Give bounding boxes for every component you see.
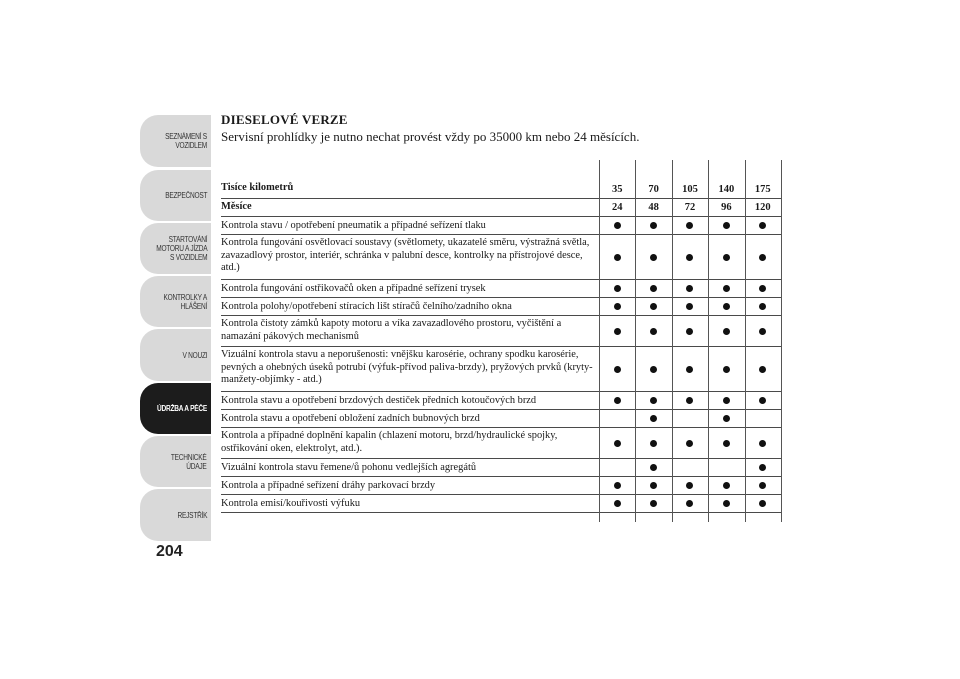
row-cell (745, 316, 781, 346)
table-row (221, 217, 781, 235)
row-cell (599, 217, 635, 234)
row-cell (635, 280, 671, 297)
check-dot-icon (686, 285, 693, 292)
row-cell (745, 392, 781, 409)
sidebar-tab-label: V NOUZI (182, 350, 207, 360)
check-dot-icon (686, 366, 693, 373)
row-label: Kontrola fungování osvětlovací soustavy (světlomety, ukazatelé směru, výstražná světla, zavazadlový prostor, interiér, schránka v palubní desce, kontrolky na přístrojové desce, atd.) (221, 237, 590, 274)
check-dot-icon (650, 464, 657, 471)
sidebar-tab-5[interactable] (140, 329, 211, 381)
table-row (221, 316, 781, 347)
row-cell (708, 428, 744, 458)
sidebar-tab-label: REJSTŘÍK (177, 510, 207, 520)
row-cell (745, 280, 781, 297)
row-label: Kontrola fungování ostřikovačů oken a případné seřízení trysek (221, 283, 486, 294)
header-km-70: 70 (648, 183, 659, 195)
sidebar-tab-3[interactable] (140, 223, 211, 274)
check-dot-icon (759, 464, 766, 471)
check-dot-icon (614, 440, 621, 447)
row-cell (635, 217, 671, 234)
row-cell (599, 428, 635, 458)
row-cell (672, 410, 708, 427)
header-months-48: 48 (648, 202, 659, 213)
row-cell (672, 316, 708, 346)
row-cell (672, 495, 708, 512)
row-cell (708, 477, 744, 494)
sidebar-tab-6[interactable] (140, 383, 211, 434)
header-km-140: 140 (718, 183, 735, 195)
header-label-months: Měsíce (221, 201, 252, 212)
table-row (221, 410, 781, 428)
row-cell (708, 280, 744, 297)
row-cell (599, 477, 635, 494)
check-dot-icon (650, 222, 657, 229)
check-dot-icon (650, 397, 657, 404)
row-cell (708, 235, 744, 279)
column-divider (781, 160, 782, 522)
table-row (221, 495, 781, 513)
row-cell (745, 459, 781, 476)
row-cell (635, 347, 671, 391)
check-dot-icon (723, 415, 730, 422)
row-cell (635, 392, 671, 409)
check-dot-icon (759, 482, 766, 489)
row-label: Kontrola stavu a opotřebení obložení zadních bubnových brzd (221, 413, 480, 424)
check-dot-icon (686, 222, 693, 229)
table-row (221, 477, 781, 495)
check-dot-icon (723, 303, 730, 310)
check-dot-icon (723, 397, 730, 404)
row-cell (745, 347, 781, 391)
row-cell (599, 410, 635, 427)
check-dot-icon (759, 366, 766, 373)
row-cell (599, 347, 635, 391)
header-label-km: Tisíce kilometrů (221, 182, 294, 193)
row-cell (672, 217, 708, 234)
check-dot-icon (650, 254, 657, 261)
column-divider (599, 160, 600, 522)
row-cell (672, 428, 708, 458)
sidebar-tab-label: BEZPEČNOST (164, 191, 207, 200)
check-dot-icon (650, 303, 657, 310)
row-cell (599, 298, 635, 315)
check-dot-icon (686, 303, 693, 310)
section-subtitle: Servisní prohlídky je nutno nechat provést vždy po 35000 km nebo 24 měsících. (221, 129, 640, 144)
check-dot-icon (759, 285, 766, 292)
table-row (221, 428, 781, 459)
service-schedule-table (221, 180, 781, 513)
sidebar-tab-4[interactable] (140, 276, 211, 327)
row-cell (708, 217, 744, 234)
row-cell (635, 410, 671, 427)
check-dot-icon (759, 254, 766, 261)
row-cell (745, 428, 781, 458)
row-label: Vizuální kontrola stavu řemene/ů pohonu vedlejších agregátů (221, 462, 477, 473)
check-dot-icon (650, 500, 657, 507)
check-dot-icon (614, 397, 621, 404)
check-dot-icon (723, 254, 730, 261)
row-cell (635, 235, 671, 279)
row-label: Kontrola polohy/opotřebení stíracích lišt stíračů čelního/zadního okna (221, 301, 512, 312)
sidebar-tab-1[interactable] (140, 115, 211, 167)
header-km-175: 175 (754, 183, 771, 195)
header-months-72: 72 (684, 202, 696, 213)
check-dot-icon (614, 222, 621, 229)
row-label: Kontrola a případné seřízení dráhy parkovací brzdy (221, 480, 436, 491)
check-dot-icon (614, 285, 621, 292)
table-row (221, 459, 781, 477)
sidebar-tab-label: KONTROLKY A HLÁŠENÍ (163, 292, 207, 311)
check-dot-icon (723, 440, 730, 447)
row-cell (708, 495, 744, 512)
column-divider (708, 160, 709, 522)
row-cell (745, 410, 781, 427)
check-dot-icon (759, 328, 766, 335)
row-cell (599, 392, 635, 409)
row-cell (745, 477, 781, 494)
row-cell (599, 280, 635, 297)
row-cell (672, 459, 708, 476)
row-cell (672, 280, 708, 297)
check-dot-icon (614, 303, 621, 310)
row-label: Kontrola stavu / opotřebení pneumatik a případné seřízení tlaku (221, 220, 486, 231)
check-dot-icon (650, 415, 657, 422)
sidebar-tab-7[interactable] (140, 436, 211, 487)
header-row-km (221, 180, 781, 199)
row-label: Kontrola čistoty zámků kapoty motoru a víka zavazadlového prostoru, vyčištění a namazání pákových mechanismů (221, 318, 562, 342)
column-divider (635, 160, 636, 522)
check-dot-icon (686, 440, 693, 447)
sidebar-tab-label: ÚDRŽBA A PÉČE (156, 404, 207, 413)
table-row (221, 392, 781, 410)
check-dot-icon (723, 328, 730, 335)
check-dot-icon (723, 285, 730, 292)
check-dot-icon (614, 482, 621, 489)
header-row-months (221, 199, 781, 217)
check-dot-icon (614, 500, 621, 507)
row-cell (708, 347, 744, 391)
page-number: 204 (156, 543, 183, 560)
row-label: Vizuální kontrola stavu a neporušenosti: vnějšku karosérie, ochrany spodku karosérie, pevných a ohebných úseků potrubí (výfuk-přívod paliva-brzdy), pryžových prvků (kryty-manžety-objímky - atd.) (221, 349, 593, 386)
header-km-35: 35 (611, 183, 623, 195)
header-months-120: 120 (754, 202, 771, 213)
row-cell (635, 298, 671, 315)
row-label: Kontrola stavu a opotřebení brzdových destiček předních kotoučových brzd (221, 395, 537, 406)
check-dot-icon (650, 285, 657, 292)
sidebar-tab-label: SEZNÁMENÍ S VOZIDLEM (165, 132, 207, 150)
row-cell (672, 298, 708, 315)
check-dot-icon (723, 500, 730, 507)
column-divider (745, 160, 746, 522)
row-cell (745, 235, 781, 279)
row-cell (745, 217, 781, 234)
row-cell (635, 477, 671, 494)
row-cell (599, 495, 635, 512)
table-row (221, 235, 781, 280)
row-cell (745, 495, 781, 512)
check-dot-icon (686, 328, 693, 335)
check-dot-icon (686, 482, 693, 489)
check-dot-icon (759, 303, 766, 310)
row-cell (599, 316, 635, 346)
row-label: Kontrola a případné doplnění kapalin (chlazení motoru, brzd/hydraulické spojky, ostřikování oken, elektrolyt, atd.). (221, 430, 558, 454)
row-label: Kontrola emisí/kouřivosti výfuku (221, 498, 361, 509)
table-row (221, 298, 781, 316)
row-cell (672, 392, 708, 409)
check-dot-icon (759, 500, 766, 507)
section-title: DIESELOVÉ VERZE (221, 112, 348, 127)
header-months-96: 96 (721, 202, 732, 213)
check-dot-icon (686, 500, 693, 507)
row-cell (599, 459, 635, 476)
header-km-105: 105 (682, 183, 698, 195)
row-cell (745, 298, 781, 315)
check-dot-icon (759, 222, 766, 229)
check-dot-icon (759, 397, 766, 404)
sidebar-tab-8[interactable] (140, 489, 211, 541)
row-cell (708, 459, 744, 476)
row-cell (635, 495, 671, 512)
row-cell (635, 316, 671, 346)
header-months-24: 24 (611, 202, 623, 213)
row-cell (708, 392, 744, 409)
sidebar-tab-label: STARTOVÁNÍ MOTORU A JÍZDA S VOZIDLEM (155, 235, 207, 262)
table-row (221, 347, 781, 392)
check-dot-icon (686, 254, 693, 261)
check-dot-icon (650, 440, 657, 447)
check-dot-icon (650, 328, 657, 335)
check-dot-icon (614, 254, 621, 261)
table-row (221, 280, 781, 298)
row-cell (599, 235, 635, 279)
check-dot-icon (723, 222, 730, 229)
check-dot-icon (686, 397, 693, 404)
check-dot-icon (723, 366, 730, 373)
check-dot-icon (614, 366, 621, 373)
column-divider (672, 160, 673, 522)
row-cell (672, 347, 708, 391)
row-cell (672, 477, 708, 494)
row-cell (635, 459, 671, 476)
check-dot-icon (614, 328, 621, 335)
row-cell (708, 298, 744, 315)
check-dot-icon (650, 482, 657, 489)
row-cell (708, 410, 744, 427)
check-dot-icon (723, 482, 730, 489)
sidebar-tab-2[interactable] (140, 170, 211, 221)
check-dot-icon (759, 440, 766, 447)
check-dot-icon (650, 366, 657, 373)
row-cell (635, 428, 671, 458)
sidebar-tab-label: TECHNICKÉ ÚDAJE (171, 452, 207, 471)
row-cell (672, 235, 708, 279)
row-cell (708, 316, 744, 346)
